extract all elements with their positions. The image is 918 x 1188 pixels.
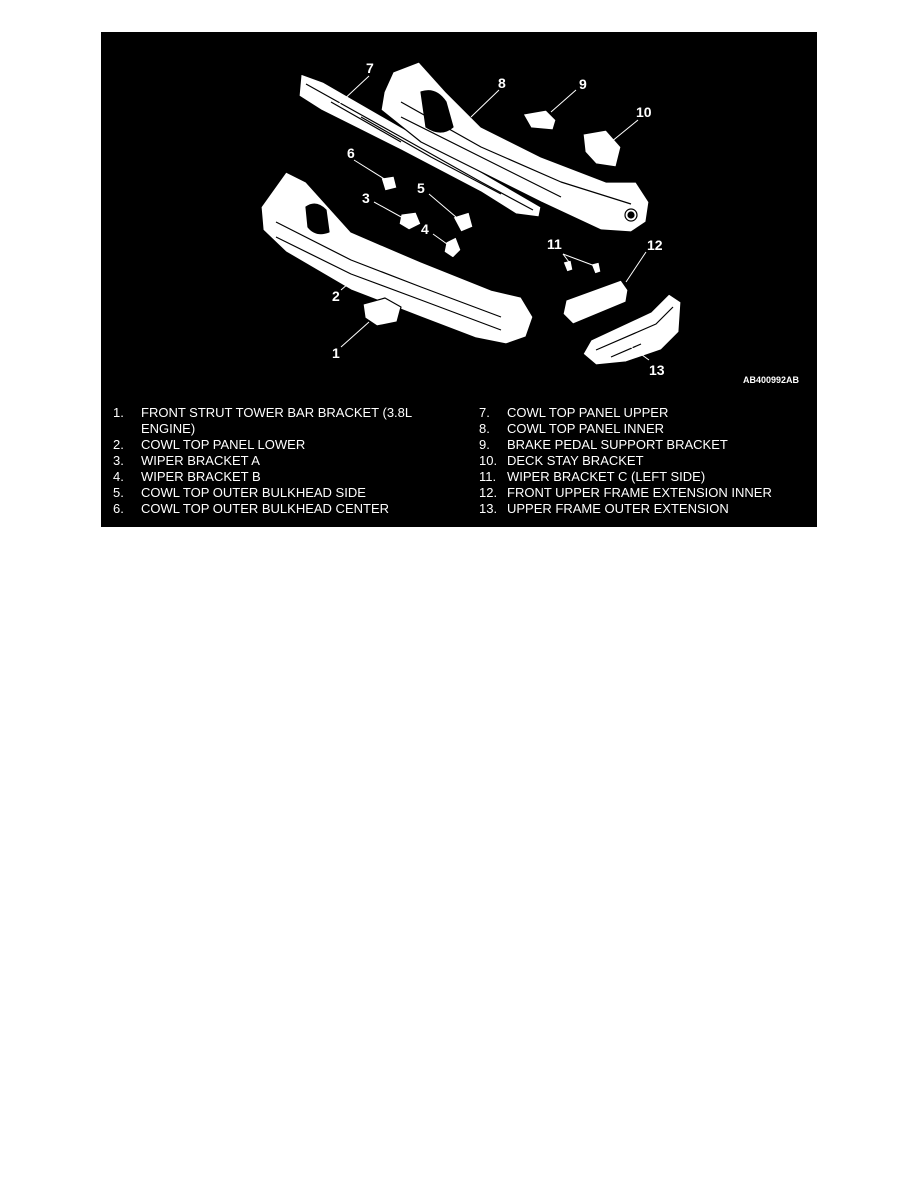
legend-text: FRONT STRUT TOWER BAR BRACKET (3.8L ENGINE) xyxy=(141,405,412,436)
legend-number: 13. xyxy=(479,501,498,516)
callout-4: 4 xyxy=(421,221,429,237)
legend-text: COWL TOP PANEL INNER xyxy=(507,421,665,436)
callout-12: 12 xyxy=(647,237,663,253)
legend-number: 10. xyxy=(479,453,498,468)
legend-text: WIPER BRACKET B xyxy=(141,469,261,484)
legend-text: COWL TOP OUTER BULKHEAD SIDE xyxy=(141,485,366,500)
brake-pedal-bracket-part xyxy=(523,110,556,130)
callout-1: 1 xyxy=(332,345,340,361)
legend-number: 8. xyxy=(479,421,490,436)
legend-text: COWL TOP PANEL UPPER xyxy=(507,405,669,420)
legend-item xyxy=(113,453,453,469)
wiper-bracket-a-part xyxy=(399,212,421,230)
legend-number: 1. xyxy=(113,405,124,420)
wiper-bracket-b-part xyxy=(444,237,461,258)
legend-item xyxy=(113,469,453,485)
legend-item xyxy=(113,405,453,437)
legend-item xyxy=(479,405,809,421)
legend-number: 2. xyxy=(113,437,124,452)
legend-number: 3. xyxy=(113,453,124,468)
callout-9: 9 xyxy=(579,76,587,92)
legend-item xyxy=(113,485,453,501)
legend-number: 4. xyxy=(113,469,124,484)
legend-text: WIPER BRACKET A xyxy=(141,453,260,468)
legend-number: 9. xyxy=(479,437,490,452)
legend-item xyxy=(479,453,809,469)
legend-text: FRONT UPPER FRAME EXTENSION INNER xyxy=(507,485,772,500)
callout-6: 6 xyxy=(347,145,355,161)
legend-text: COWL TOP PANEL LOWER xyxy=(141,437,306,452)
legend-text: WIPER BRACKET C (LEFT SIDE) xyxy=(507,469,706,484)
legend-right-column xyxy=(479,405,809,517)
legend-number: 6. xyxy=(113,501,124,516)
callout-8: 8 xyxy=(498,75,506,91)
legend-left-column xyxy=(113,405,453,517)
legend-number: 12. xyxy=(479,485,498,500)
deck-stay-bracket-part xyxy=(583,130,621,167)
legend-item xyxy=(479,421,809,437)
bulkhead-side-part xyxy=(453,212,473,232)
callout-5: 5 xyxy=(417,180,425,196)
legend-item xyxy=(479,485,809,501)
callout-3: 3 xyxy=(362,190,370,206)
frame-extension-inner-part xyxy=(563,280,628,324)
callout-7: 7 xyxy=(366,60,374,76)
legend-item xyxy=(479,501,809,517)
legend-text: DECK STAY BRACKET xyxy=(507,453,644,468)
legend-text: COWL TOP OUTER BULKHEAD CENTER xyxy=(141,501,390,516)
legend-item xyxy=(479,437,809,453)
legend-number: 7. xyxy=(479,405,490,420)
legend-text: UPPER FRAME OUTER EXTENSION xyxy=(507,501,729,516)
callout-10: 10 xyxy=(636,104,652,120)
callout-13: 13 xyxy=(649,362,665,378)
callout-2: 2 xyxy=(332,288,340,304)
legend-number: 11. xyxy=(479,469,497,484)
exploded-parts-figure xyxy=(101,32,817,527)
legend-item xyxy=(113,437,453,453)
callout-11: 11 xyxy=(547,236,562,252)
legend-number: 5. xyxy=(113,485,124,500)
legend-item xyxy=(113,501,453,517)
legend-item xyxy=(479,469,809,485)
legend-text: BRAKE PEDAL SUPPORT BRACKET xyxy=(507,437,728,452)
figure-code: AB400992AB xyxy=(743,375,800,385)
